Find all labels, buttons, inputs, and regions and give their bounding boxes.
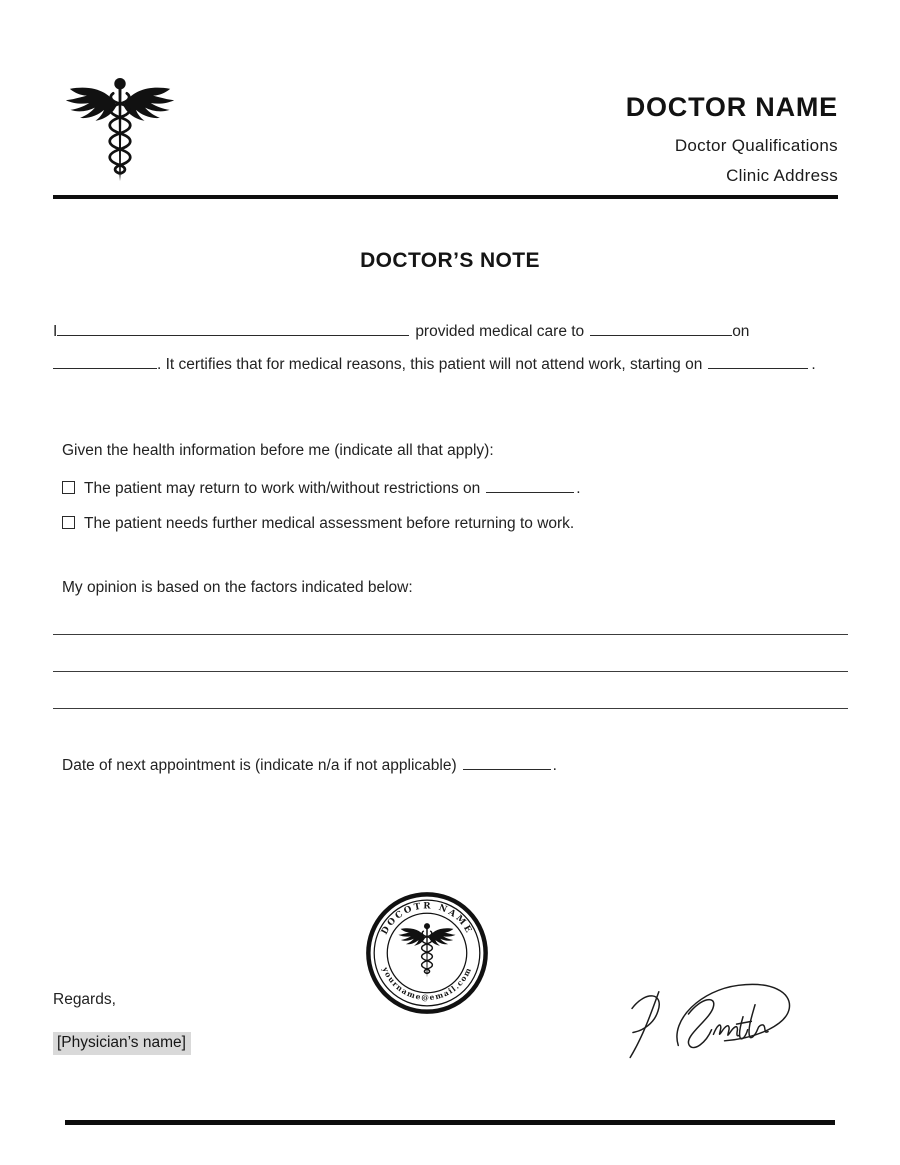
on-text: on [732,323,750,340]
header-divider [53,195,838,199]
provided-care-text: provided medical care to [415,323,585,340]
seal-top-text: DOCOTR NAME [379,901,475,937]
writing-line-3[interactable] [53,708,848,709]
doctor-seal [364,890,490,1016]
letterhead [626,92,838,186]
appointment-label: Date of next appointment is (indicate n/a if not applicable) [62,757,457,774]
appointment-row [62,756,852,775]
option2-label: The patient needs further medical assessment before returning to work. [84,515,575,532]
seal-bottom-text: yourname@email.com [380,965,474,1003]
patient-name-blank[interactable] [590,322,732,336]
intro-paragraph [53,315,848,381]
start-date-blank[interactable] [708,355,808,369]
checkbox-row-further-assessment [62,515,852,533]
physician-name-placeholder[interactable]: [Physician’s name] [53,1032,191,1055]
checkbox-return-to-work[interactable] [62,481,75,494]
appointment-date-blank[interactable] [463,756,551,770]
footer-divider [65,1120,835,1125]
seal-caduceus-icon [398,923,455,977]
appointment-period: . [552,757,557,774]
doctor-name-blank[interactable] [57,322,409,336]
closing-regards: Regards, [53,991,116,1008]
checkbox-further-assessment[interactable] [62,516,75,529]
checkbox-row-return-to-work [62,479,852,498]
opinion-heading: My opinion is based on the factors indicated below: [62,579,413,596]
writing-line-1[interactable] [53,634,848,635]
intro-end-period: . [811,356,816,373]
assessment-heading: Given the health information before me (indicate all that apply): [62,442,494,459]
doctor-name: DOCTOR NAME [625,92,838,122]
writing-line-2[interactable] [53,671,848,672]
option1-period: . [576,480,581,497]
signature [620,970,805,1070]
intro-prefix: I [53,323,58,340]
visit-date-blank[interactable] [53,355,157,369]
clinic-address: Clinic Address [726,166,838,186]
certifies-text: . It certifies that for medical reasons, this patient will not attend work, starting on [157,356,703,373]
doctor-qualifications: Doctor Qualifications [674,136,838,156]
option1-label: The patient may return to work with/without restrictions on [84,480,481,497]
caduceus-logo-icon [57,74,183,188]
return-date-blank[interactable] [486,479,574,493]
note-title: DOCTOR’S NOTE [360,249,540,272]
